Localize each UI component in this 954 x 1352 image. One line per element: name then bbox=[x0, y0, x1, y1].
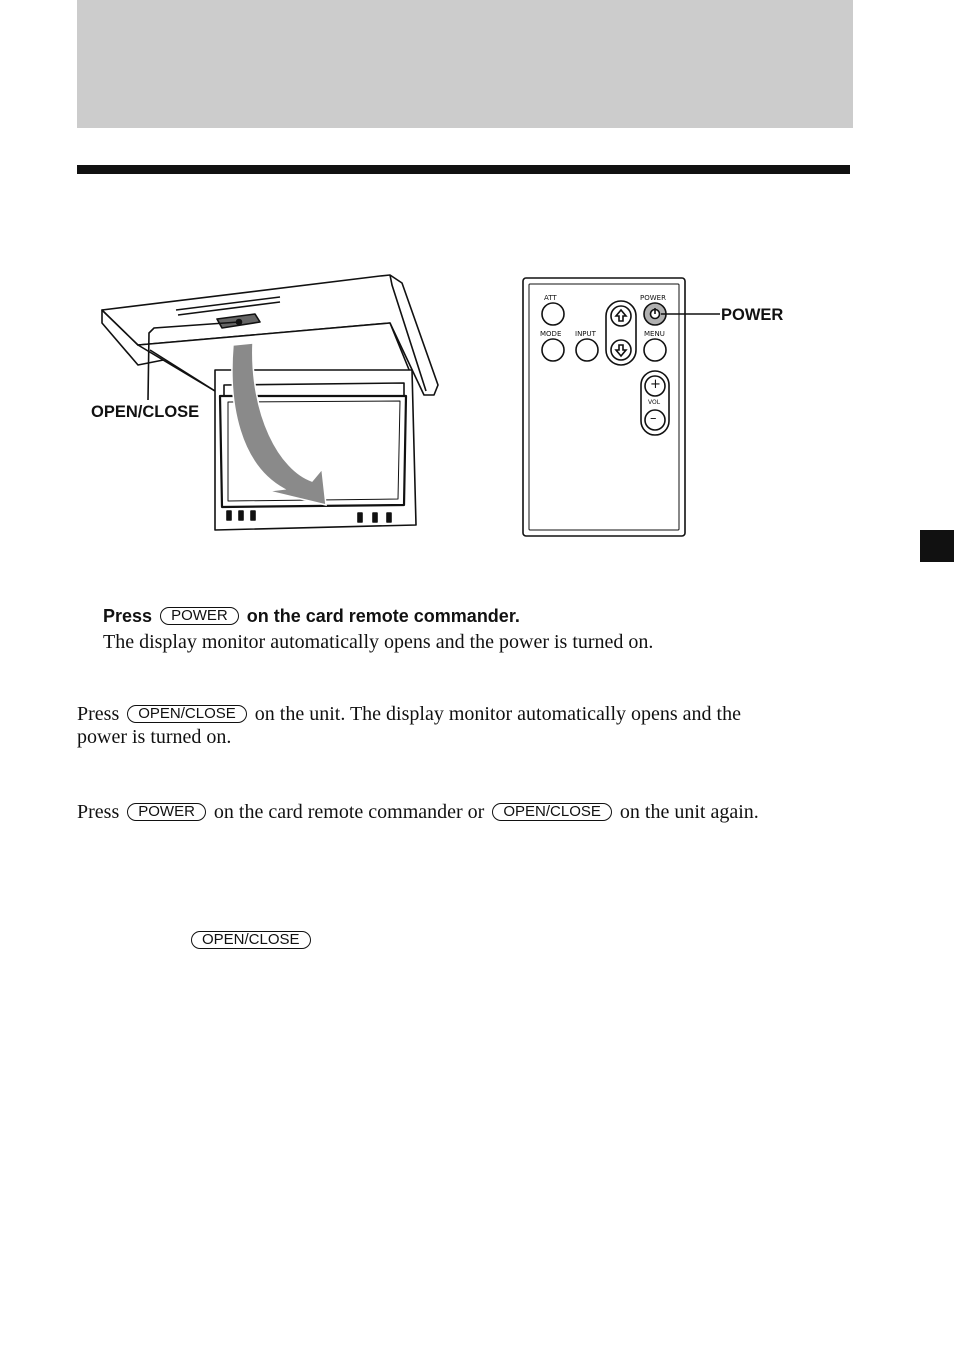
input-label: INPUT bbox=[575, 330, 596, 338]
note-line bbox=[188, 929, 314, 952]
open-close-key-2: OPEN/CLOSE bbox=[492, 803, 612, 821]
power-key: POWER bbox=[160, 607, 239, 625]
step-body: The display monitor automatically opens and the power is turned on. bbox=[103, 631, 654, 653]
step-press-word: Press bbox=[103, 606, 153, 626]
mode-label: MODE bbox=[540, 330, 562, 338]
off-press-word: Press bbox=[77, 801, 120, 823]
open-close-callout: OPEN/CLOSE bbox=[91, 403, 200, 421]
vol-label: VOL bbox=[648, 399, 661, 406]
att-label: ATT bbox=[544, 294, 557, 302]
power-key-2: POWER bbox=[127, 803, 206, 821]
open-close-key: OPEN/CLOSE bbox=[127, 705, 247, 723]
section-tab bbox=[920, 530, 954, 562]
alt-press-word: Press bbox=[77, 703, 120, 725]
title-rule bbox=[77, 165, 850, 174]
vol-plus-label: + bbox=[650, 377, 661, 392]
off-paragraph bbox=[77, 801, 759, 824]
step-heading bbox=[103, 606, 520, 627]
off-middle: on the card remote commander or bbox=[213, 801, 485, 823]
header-band bbox=[77, 0, 853, 128]
alt-line1-rest: on the unit. The display monitor automatically opens and the bbox=[254, 703, 741, 725]
power-label: POWER bbox=[640, 294, 666, 302]
menu-label: MENU bbox=[644, 330, 665, 338]
open-close-key-3: OPEN/CLOSE bbox=[191, 931, 311, 949]
step-heading-rest: on the card remote commander. bbox=[246, 606, 520, 626]
alt-paragraph bbox=[77, 703, 741, 749]
off-rest: on the unit again. bbox=[619, 801, 759, 823]
power-callout: POWER bbox=[721, 306, 784, 324]
alt-line2: power is turned on. bbox=[77, 726, 232, 748]
vol-minus-label: – bbox=[650, 411, 657, 426]
